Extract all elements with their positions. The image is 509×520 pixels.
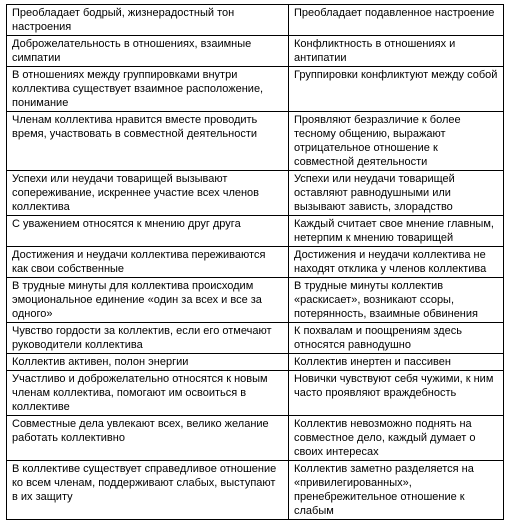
positive-trait-cell: Совместные дела увлекают всех, велико желание работать коллективно (7, 416, 289, 461)
positive-trait-cell: В трудные минуты для коллектива происходим эмоциональное единение «один за всех и все за одного» (7, 278, 289, 323)
table-row (7, 323, 504, 354)
positive-trait-cell: С уважением относятся к мнению друг друга (7, 216, 289, 247)
positive-trait-cell: В коллективе существует справедливое отношение ко всем членам, поддерживают слабых, выступают в их защиту (7, 461, 289, 520)
positive-trait-cell: Коллектив активен, полон энергии (7, 354, 289, 371)
negative-trait-cell: Коллектив невозможно поднять на совместное дело, каждый думает о своих интересах (289, 416, 504, 461)
table-row (7, 216, 504, 247)
negative-trait-cell: Проявляют безразличие к более тесному общению, выражают отрицательное отношение к совместной деятельности (289, 112, 504, 171)
table-row (7, 416, 504, 461)
positive-trait-cell: Доброжелательность в отношениях, взаимные симпатии (7, 36, 289, 67)
table-row (7, 5, 504, 36)
negative-trait-cell: Конфликтность в отношениях и антипатии (289, 36, 504, 67)
negative-trait-cell: Группировки конфликтуют между собой (289, 67, 504, 112)
negative-trait-cell: Достижения и неудачи коллектива не находят отклика у членов коллектива (289, 247, 504, 278)
comparison-table (6, 4, 504, 520)
table-row (7, 278, 504, 323)
negative-trait-cell: Новички чувствуют себя чужими, к ним часто проявляют враждебность (289, 371, 504, 416)
negative-trait-cell: Успехи или неудачи товарищей оставляют равнодушными или вызывают зависть, злорадство (289, 171, 504, 216)
negative-trait-cell: Коллектив заметно разделяется на «привилегированных», пренебрежительное отношение к слабым (289, 461, 504, 520)
positive-trait-cell: Достижения и неудачи коллектива переживаются как свои собственные (7, 247, 289, 278)
table-row (7, 67, 504, 112)
table-row (7, 461, 504, 520)
positive-trait-cell: Членам коллектива нравится вместе проводить время, участвовать в совместной деятельности (7, 112, 289, 171)
table-row (7, 171, 504, 216)
table-row (7, 371, 504, 416)
negative-trait-cell: Коллектив инертен и пассивен (289, 354, 504, 371)
negative-trait-cell: К похвалам и поощрениям здесь относятся равнодушно (289, 323, 504, 354)
positive-trait-cell: Участливо и доброжелательно относятся к новым членам коллектива, помогают им освоиться в коллективе (7, 371, 289, 416)
negative-trait-cell: Каждый считает свое мнение главным, нетерпим к мнению товарищей (289, 216, 504, 247)
negative-trait-cell: В трудные минуты коллектив «раскисает», возникают ссоры, потерянность, взаимные обвинения (289, 278, 504, 323)
negative-trait-cell: Преобладает подавленное настроение (289, 5, 504, 36)
positive-trait-cell: Преобладает бодрый, жизнерадостный тон настроения (7, 5, 289, 36)
table-row (7, 354, 504, 371)
positive-trait-cell: Чувство гордости за коллектив, если его отмечают руководители коллектива (7, 323, 289, 354)
table-row (7, 36, 504, 67)
positive-trait-cell: Успехи или неудачи товарищей вызывают сопереживание, искреннее участие всех членов коллектива (7, 171, 289, 216)
table-row (7, 247, 504, 278)
positive-trait-cell: В отношениях между группировками внутри коллектива существует взаимное расположение, понимание (7, 67, 289, 112)
table-row (7, 112, 504, 171)
